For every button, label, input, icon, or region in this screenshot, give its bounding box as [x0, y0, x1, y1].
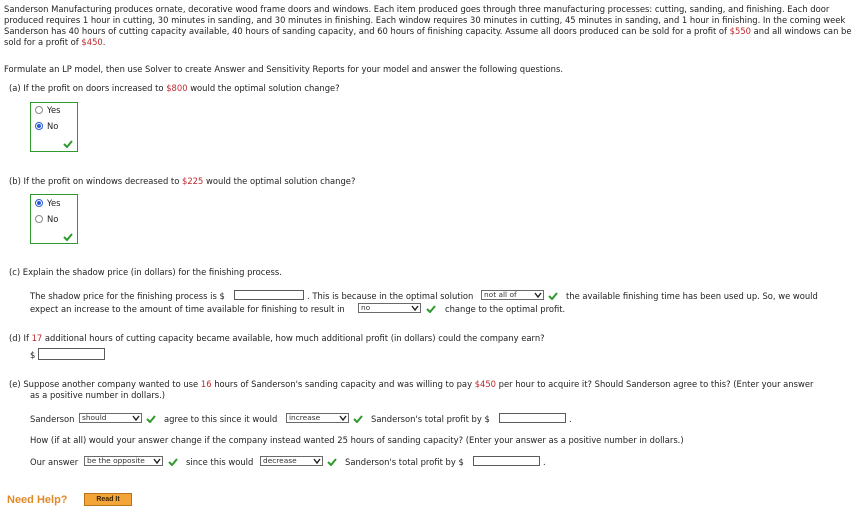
correct-check-icon: [146, 415, 156, 423]
sanderson-label: Sanderson: [30, 414, 75, 424]
additional-profit-input[interactable]: [38, 348, 105, 360]
finishing-time-text: the available finishing time has been used up. So, we would: [566, 291, 818, 301]
correct-check-icon: [168, 458, 178, 466]
problem-statement: Sanderson Manufacturing produces ornate, decorative wood frame doors and windows. Each item produced goes through three manufacturing processes: cutting, sanding, and finishing. Each door produced requires 1 hour in cutting, 30 minutes in sanding, and 30 minutes in finishing. Each window requires 30 minutes in cutting, 45 minutes in sanding, and 1 hour in finishing. In the coming week Sanderson has 40 hours of cutting capacity available, 40 hours of sanding capacity, and 60 hours of finishing capacity. Assume all doors produced can be sold for a profit of $550 and all windows can be sold for a profit of $450.: [4, 4, 852, 47]
question-b-answer-box: [30, 194, 78, 244]
correct-check-icon: [63, 140, 73, 148]
correct-check-icon: [426, 305, 436, 313]
shadow-price-input[interactable]: [234, 290, 304, 300]
expect-increase-text: expect an increase to the amount of time available for finishing to result in: [30, 304, 345, 314]
chevron-down-icon: [534, 292, 542, 298]
question-a: (a) If the profit on doors increased to $800 would the optimal solution change?: [9, 83, 340, 93]
radio-button-selected[interactable]: [35, 122, 43, 130]
total-profit-label-2: Sanderson's total profit by $: [345, 457, 464, 467]
profit-effect-select[interactable]: increase: [286, 413, 349, 423]
profit-change-select[interactable]: no: [358, 303, 421, 313]
answer-change-select[interactable]: be the opposite: [84, 456, 163, 466]
instruction-text: Formulate an LP model, then use Solver to create Answer and Sensitivity Reports for your model and answer the following questions.: [4, 64, 563, 74]
question-e-hours: 16: [200, 379, 212, 389]
door-profit-value: $550: [729, 26, 751, 36]
question-c: (c) Explain the shadow price (in dollars) for the finishing process.: [9, 267, 282, 277]
agree-select[interactable]: should: [79, 413, 142, 423]
used-time-select[interactable]: not all of: [481, 290, 544, 300]
profit-effect-select-2[interactable]: decrease: [260, 456, 323, 466]
radio-button[interactable]: [35, 106, 43, 114]
question-e-pay: $450: [474, 379, 497, 389]
correct-check-icon: [548, 292, 558, 300]
period: .: [569, 414, 572, 424]
question-b: (b) If the profit on windows decreased to $225 would the optimal solution change?: [9, 176, 356, 186]
total-profit-label: Sanderson's total profit by $: [371, 414, 490, 424]
our-answer-label: Our answer: [30, 457, 79, 467]
question-d-value: 17: [31, 333, 43, 343]
period: .: [543, 457, 546, 467]
profit-change-text: change to the optimal profit.: [445, 304, 566, 314]
question-a-value: $800: [166, 83, 188, 93]
read-it-button[interactable]: Read It: [84, 493, 132, 506]
window-profit-value: $450: [81, 37, 103, 47]
option-a-no[interactable]: No: [35, 120, 58, 132]
profit-decrease-input[interactable]: [473, 456, 540, 466]
chevron-down-icon: [313, 458, 321, 464]
chevron-down-icon: [339, 415, 347, 421]
correct-check-icon: [327, 458, 337, 466]
question-d: (d) If 17 additional hours of cutting capacity became available, how much additional profit (in dollars) could the company earn?: [9, 333, 545, 343]
radio-button-selected[interactable]: [35, 199, 43, 207]
need-help-label: Need Help?: [7, 494, 68, 506]
radio-button[interactable]: [35, 215, 43, 223]
option-b-no[interactable]: No: [35, 213, 58, 225]
question-e-line2: as a positive number in dollars.): [30, 390, 166, 400]
option-b-yes[interactable]: Yes: [35, 197, 61, 209]
since-text: since this would: [186, 457, 254, 467]
chevron-down-icon: [153, 458, 161, 464]
shadow-price-reason-text: . This is because in the optimal solution: [307, 291, 474, 301]
chevron-down-icon: [411, 305, 419, 311]
follow-up-question: How (if at all) would your answer change if the company instead wanted 25 hours of sanding capacity? (Enter your answer as a positive number in dollars.): [30, 435, 684, 445]
profit-increase-input[interactable]: [499, 413, 566, 423]
agree-reason-text: agree to this since it would: [164, 414, 278, 424]
correct-check-icon: [353, 415, 363, 423]
chevron-down-icon: [132, 415, 140, 421]
correct-check-icon: [63, 233, 73, 241]
shadow-price-label: The shadow price for the finishing process is $: [30, 291, 225, 301]
dollar-sign: $: [30, 350, 36, 360]
option-a-yes[interactable]: Yes: [35, 104, 61, 116]
question-b-value: $225: [182, 176, 204, 186]
question-a-answer-box: [30, 102, 78, 152]
question-e: (e) Suppose another company wanted to use 16 hours of Sanderson's sanding capacity and was willing to pay $450 per hour to acquire it? Should Sanderson agree to this? (Enter your answer: [9, 379, 814, 389]
